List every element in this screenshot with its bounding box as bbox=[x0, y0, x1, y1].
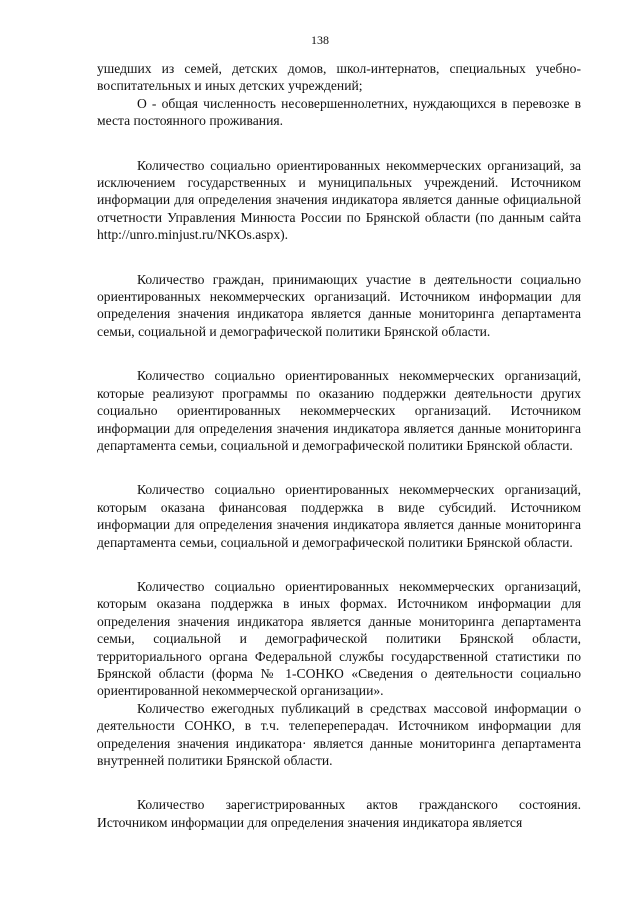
paragraph-7: Количество социально ориентированных некоммерческих организаций, которым оказана поддержка в иных формах. Источником информации для определения значения индикатора является данные мониторинга департамента семьи, социальной и демографической политики Брянской области, территориального органа Федеральной службы государственной статистики по Брянской области (форма № 1-СОНКО «Сведения о деятельности социально ориентированной некоммерческой организации». bbox=[97, 578, 581, 699]
page-number: 138 bbox=[311, 33, 329, 47]
paragraph-8: Количество ежегодных публикаций в средствах массовой информации о деятельности СОНКО, в т.ч. телепереперадач. Источником информации для определения значения индикатора· является данные мониторинга департамента внутренней политики Брянской области. bbox=[97, 700, 581, 768]
paragraph-3: Количество социально ориентированных некоммерческих организаций, за исключением государственных и муниципальных учреждений. Источником информации для определения значения индикатора является данные официальной отчетности Управления Минюста России по Брянской области (по данным сайта http://unro.minjust.ru/NKOs.aspx). bbox=[97, 157, 581, 243]
paragraph-1: ушедших из семей, детских домов, школ-интернатов, специальных учебно-воспитательных и иных детских учреждений; bbox=[97, 61, 581, 94]
paragraph-5: Количество социально ориентированных некоммерческих организаций, которые реализуют программы по оказанию поддержки деятельности других социально ориентированных некоммерческих организаций. Источником информации для определения значения индикатора является данные мониторинга департамента семьи, социальной и демографической политики Брянской области. bbox=[97, 368, 581, 453]
paragraph-9: Количество зарегистрированных актов гражданского состояния. Источником информации для определения значения индикатора является bbox=[97, 797, 581, 830]
paragraph-6: Количество социально ориентированных некоммерческих организаций, которым оказана финансовая поддержка в виде субсидий. Источником информации для определения значения индикатора является данные мониторинга департамента семьи, социальной и демографической политики Брянской области. bbox=[97, 482, 581, 550]
paragraph-4: Количество граждан, принимающих участие в деятельности социально ориентированных некоммерческих организаций. Источником информации для определения значения индикатора является данные мониторинга департамента семьи, социальной и демографической политики Брянской области. bbox=[97, 271, 581, 339]
document-body bbox=[97, 60, 581, 831]
paragraph-2: О - общая численность несовершеннолетних, нуждающихся в перевозке в места постоянного проживания. bbox=[97, 95, 581, 129]
